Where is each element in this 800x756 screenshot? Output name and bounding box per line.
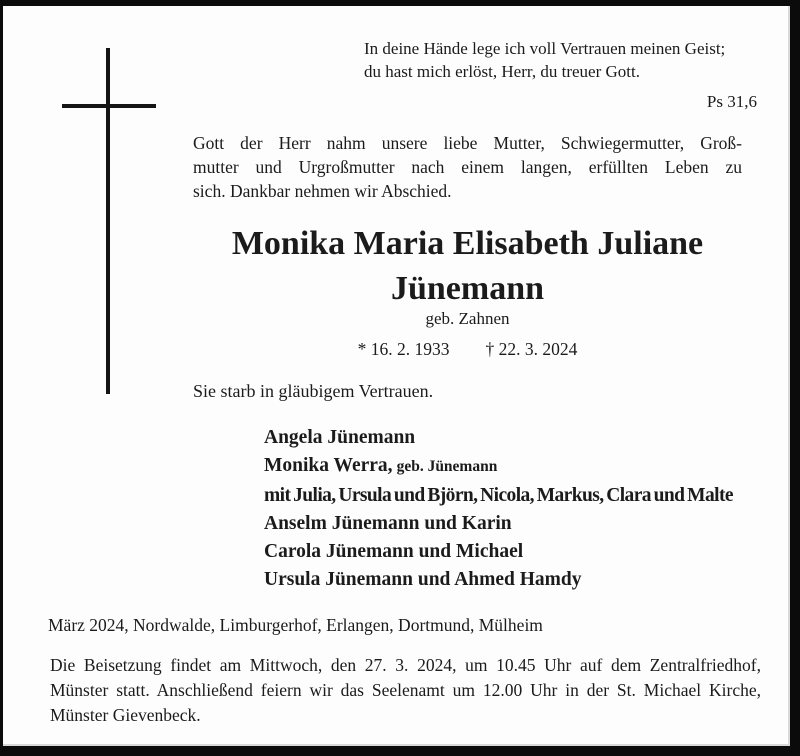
mourner-row: Monika Werra, geb. Jünemann (264, 455, 498, 477)
funeral-details (50, 653, 761, 728)
faith-statement: Sie starb in gläubigem Vertrauen. (193, 381, 434, 401)
cross-vertical-bar (106, 48, 110, 394)
mourner-row: Carola Jünemann und Michael (264, 541, 524, 563)
intro-paragraph (193, 131, 742, 203)
mourner-maiden-name: geb. Jünemann (396, 458, 498, 476)
intro-line: Gott der Herr nahm unsere liebe Mutter, Schwiegermutter, Groß- (193, 133, 742, 153)
death-date: † 22. 3. 2024 (485, 339, 578, 359)
cross-horizontal-bar (62, 104, 156, 108)
scripture-quote (364, 37, 757, 113)
funeral-line: Die Beisetzung findet am Mittwoch, den 27. 3. 2024, um 10.45 Uhr auf dem Zentralfriedhof, (50, 655, 761, 675)
mourner-row: mit Julia, Ursula und Björn, Nicola, Markus, Clara und Malte (264, 484, 733, 506)
deceased-name-line1: Monika Maria Elisabeth Juliane (231, 225, 704, 262)
deceased-name (193, 221, 742, 311)
quote-line: du hast mich erlöst, Herr, du treuer Gott. (364, 62, 640, 81)
intro-line: mutter und Urgroßmutter nach einem langen, erfüllten Leben zu (193, 157, 742, 177)
funeral-line: Münster Gievenbeck. (50, 705, 201, 725)
mourners-list (264, 424, 764, 595)
quote-source: Ps 31,6 (706, 92, 757, 111)
maiden-name: geb. Zahnen (425, 309, 510, 328)
deceased-name-line2: Jünemann (390, 270, 545, 307)
life-dates (193, 339, 742, 360)
funeral-line: Münster statt. Anschließend feiern wir das Seelenamt um 12.00 Uhr in der St. Michael Kirche, (50, 680, 761, 700)
mourner-row: Ursula Jünemann und Ahmed Hamdy (264, 569, 582, 591)
quote-line: In deine Hände lege ich voll Vertrauen meinen Geist; (364, 39, 726, 58)
intro-line: sich. Dankbar nehmen wir Abschied. (193, 181, 452, 201)
date-places-line: März 2024, Nordwalde, Limburgerhof, Erlangen, Dortmund, Mülheim (48, 615, 543, 635)
mourner-row: Anselm Jünemann und Karin (264, 512, 512, 534)
birth-date: * 16. 2. 1933 (357, 339, 450, 359)
mourner-row: Angela Jünemann (264, 427, 416, 448)
